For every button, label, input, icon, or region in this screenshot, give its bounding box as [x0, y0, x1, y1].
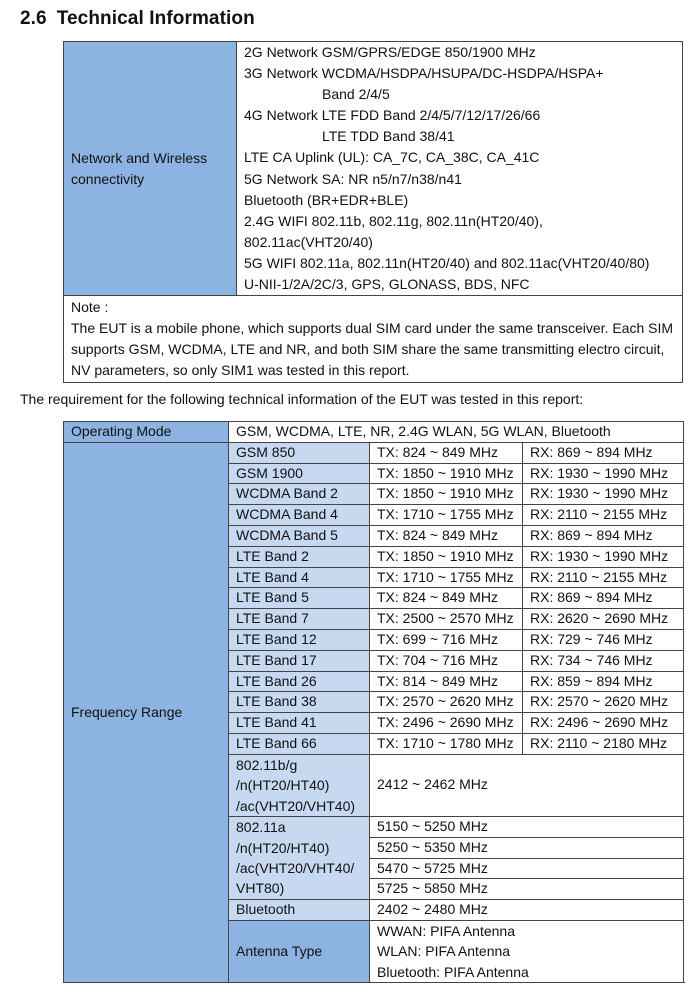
band-name: LTE Band 12 — [229, 629, 370, 650]
wifi5-range: 5250 ~ 5350 MHz — [370, 837, 684, 858]
band-rx: RX: 1930 ~ 1990 MHz — [523, 463, 684, 484]
connectivity-line: U-NII-1/2A/2C/3, GPS, GLONASS, BDS, NFC — [244, 276, 530, 293]
band-name: WCDMA Band 4 — [229, 505, 370, 526]
wifi24-mode-line: /ac(VHT20/VHT40) — [236, 797, 356, 814]
wifi5-mode-line: /ac(VHT20/VHT40/ — [236, 860, 355, 877]
wifi5-range: 5470 ~ 5725 MHz — [370, 858, 684, 879]
band-tx: TX: 2570 ~ 2620 MHz — [370, 692, 523, 713]
connectivity-line: 802.11ac(VHT20/40) — [244, 233, 373, 250]
note-title: Note : — [71, 299, 109, 316]
requirement-table — [63, 421, 684, 983]
band-tx: TX: 1850 ~ 1910 MHz — [370, 463, 523, 484]
connectivity-line: Band 2/4/5 — [322, 86, 390, 103]
technical-info-table — [63, 41, 683, 383]
connectivity-line: 5G Network SA: NR n5/n7/n38/n41 — [244, 170, 462, 187]
band-name: GSM 850 — [229, 442, 370, 463]
connectivity-values — [237, 42, 683, 296]
connectivity-line: 3G Network WCDMA/HSDPA/HSUPA/DC-HSDPA/HSPA+ — [244, 65, 604, 82]
bluetooth-label: Bluetooth — [229, 900, 370, 921]
section-number: 2.6 — [20, 8, 47, 29]
band-tx: TX: 814 ~ 849 MHz — [370, 671, 523, 692]
band-tx: TX: 1710 ~ 1780 MHz — [370, 733, 523, 754]
band-name: LTE Band 5 — [229, 588, 370, 609]
band-rx: RX: 734 ~ 746 MHz — [523, 650, 684, 671]
bluetooth-range: 2402 ~ 2480 MHz — [370, 900, 684, 921]
section-title: Technical Information — [56, 8, 255, 29]
connectivity-label: Network and Wireless connectivity — [64, 42, 237, 296]
band-tx: TX: 699 ~ 716 MHz — [370, 629, 523, 650]
band-rx: RX: 2110 ~ 2180 MHz — [523, 733, 684, 754]
band-tx: TX: 1850 ~ 1910 MHz — [370, 546, 523, 567]
wifi24-mode-line: /n(HT20/HT40) — [236, 777, 330, 794]
band-rx: RX: 869 ~ 894 MHz — [523, 442, 684, 463]
antenna-line: Bluetooth: PIFA Antenna — [377, 963, 529, 980]
band-tx: TX: 2496 ~ 2690 MHz — [370, 713, 523, 734]
band-name: LTE Band 41 — [229, 713, 370, 734]
band-tx: TX: 1710 ~ 1755 MHz — [370, 505, 523, 526]
table-row — [64, 42, 683, 296]
band-rx: RX: 2496 ~ 2690 MHz — [523, 713, 684, 734]
band-name: WCDMA Band 5 — [229, 525, 370, 546]
antenna-type-values — [370, 920, 684, 983]
band-rx: RX: 869 ~ 894 MHz — [523, 588, 684, 609]
operating-mode-label: Operating Mode — [64, 422, 229, 443]
band-name: LTE Band 2 — [229, 546, 370, 567]
band-name: GSM 1900 — [229, 463, 370, 484]
band-rx: RX: 2620 ~ 2690 MHz — [523, 609, 684, 630]
connectivity-line: LTE TDD Band 38/41 — [322, 128, 455, 145]
band-name: LTE Band 38 — [229, 692, 370, 713]
connectivity-line: 5G WIFI 802.11a, 802.11n(HT20/40) and 802.11ac(VHT20/40/80) — [244, 254, 650, 271]
wifi24-range: 2412 ~ 2462 MHz — [370, 754, 684, 816]
wifi5-range: 5725 ~ 5850 MHz — [370, 879, 684, 900]
wifi5-mode-line: /n(HT20/HT40) — [236, 839, 330, 856]
band-rx: RX: 1930 ~ 1990 MHz — [523, 484, 684, 505]
band-rx: RX: 1930 ~ 1990 MHz — [523, 546, 684, 567]
table-row — [64, 422, 684, 443]
band-tx: TX: 1850 ~ 1910 MHz — [370, 484, 523, 505]
band-rx: RX: 869 ~ 894 MHz — [523, 525, 684, 546]
section-heading — [20, 8, 255, 30]
band-name: LTE Band 66 — [229, 733, 370, 754]
note-cell — [64, 296, 683, 383]
band-name: LTE Band 17 — [229, 650, 370, 671]
connectivity-line: Bluetooth (BR+EDR+BLE) — [244, 191, 409, 208]
antenna-line: WWAN: PIFA Antenna — [377, 922, 515, 939]
table-row — [64, 442, 684, 463]
band-tx: TX: 1710 ~ 1755 MHz — [370, 567, 523, 588]
band-tx: TX: 704 ~ 716 MHz — [370, 650, 523, 671]
intro-paragraph: The requirement for the following technical information of the EUT was tested in this report: — [20, 391, 584, 407]
band-rx: RX: 2110 ~ 2155 MHz — [523, 505, 684, 526]
band-rx: RX: 2570 ~ 2620 MHz — [523, 692, 684, 713]
band-rx: RX: 859 ~ 894 MHz — [523, 671, 684, 692]
band-rx: RX: 729 ~ 746 MHz — [523, 629, 684, 650]
wifi5-mode-line: VHT80) — [236, 880, 285, 897]
connectivity-line: 4G Network LTE FDD Band 2/4/5/7/12/17/26/66 — [244, 107, 541, 124]
band-name: LTE Band 4 — [229, 567, 370, 588]
band-tx: TX: 2500 ~ 2570 MHz — [370, 609, 523, 630]
wifi24-modes — [229, 754, 370, 816]
operating-mode-value: GSM, WCDMA, LTE, NR, 2.4G WLAN, 5G WLAN, Bluetooth — [229, 422, 684, 443]
band-rx: RX: 2110 ~ 2155 MHz — [523, 567, 684, 588]
frequency-range-label: Frequency Range — [64, 442, 229, 983]
band-name: WCDMA Band 2 — [229, 484, 370, 505]
wifi5-range: 5150 ~ 5250 MHz — [370, 816, 684, 837]
band-name: LTE Band 26 — [229, 671, 370, 692]
wifi24-mode-line: 802.11b/g — [236, 756, 298, 773]
wifi5-mode-line: 802.11a — [236, 819, 286, 836]
connectivity-line: LTE CA Uplink (UL): CA_7C, CA_38C, CA_41C — [244, 149, 540, 166]
band-tx: TX: 824 ~ 849 MHz — [370, 442, 523, 463]
band-tx: TX: 824 ~ 849 MHz — [370, 525, 523, 546]
antenna-type-label: Antenna Type — [229, 920, 370, 983]
antenna-line: WLAN: PIFA Antenna — [377, 943, 511, 960]
connectivity-line: 2G Network GSM/GPRS/EDGE 850/1900 MHz — [244, 44, 536, 60]
wifi5-modes — [229, 816, 370, 899]
band-tx: TX: 824 ~ 849 MHz — [370, 588, 523, 609]
note-text: The EUT is a mobile phone, which supports dual SIM card under the same transceiver. Each SIM supports GSM, WCDMA, LTE and NR, and both SIM share the same transmitting electro circuit, NV parameters, so only SIM1 was tested in this report. — [71, 320, 674, 379]
band-name: LTE Band 7 — [229, 609, 370, 630]
connectivity-line: 2.4G WIFI 802.11b, 802.11g, 802.11n(HT20/40), — [244, 212, 543, 229]
table-row — [64, 296, 683, 383]
